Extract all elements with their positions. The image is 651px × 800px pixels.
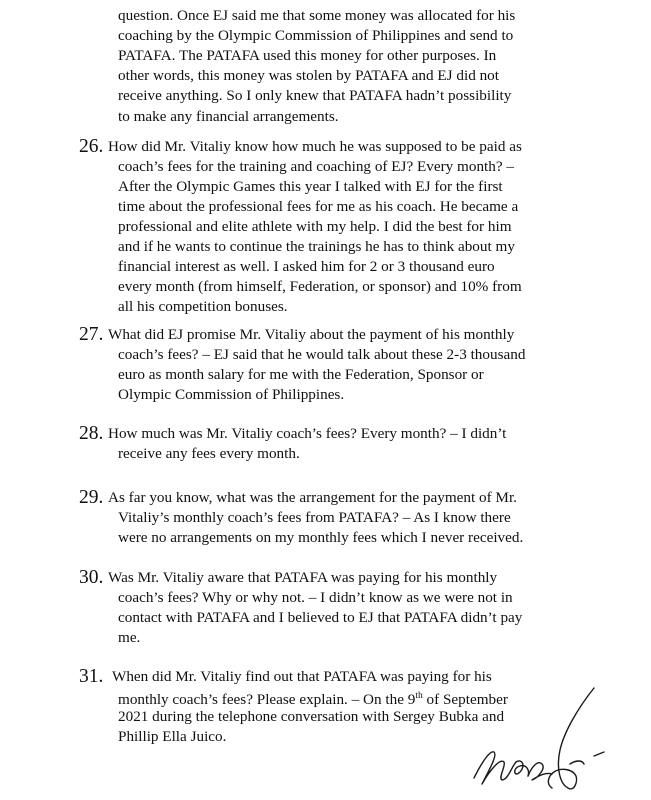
intro-line: PATAFA. The PATAFA used this money for other purposes. In — [118, 47, 497, 64]
ordinal-superscript: th — [415, 691, 423, 701]
item-line: Phillip Ella Juico. — [118, 728, 227, 745]
intro-line: to make any financial arrangements. — [118, 108, 339, 125]
item-number: 30. — [79, 567, 104, 588]
item-line: professional and elite athlete with my help. I did the best for him — [118, 218, 512, 235]
item-line: euro as month salary for me with the Federation, Sponsor or — [118, 366, 484, 383]
item-line: all his competition bonuses. — [118, 298, 288, 315]
item-line: coach’s fees? Why or why not. – I didn’t know as we were not in — [118, 589, 513, 606]
item-line: How did Mr. Vitaliy know how much he was supposed to be paid as — [108, 138, 522, 155]
item-line: When did Mr. Vitaliy find out that PATAFA was paying for his — [112, 668, 492, 685]
item-line: 2021 during the telephone conversation with Sergey Bubka and — [118, 708, 505, 725]
handwritten-signature — [468, 680, 608, 798]
item-line: every month (from himself, Federation, or sponsor) and 10% from — [118, 278, 522, 295]
intro-line: coaching by the Olympic Commission of Philippines and send to — [118, 27, 514, 44]
item-line: Vitaliy’s monthly coach’s fees from PATAFA? – As I know there — [118, 509, 511, 526]
item-line: After the Olympic Games this year I talked with EJ for the first — [118, 178, 503, 195]
intro-line: receive anything. So I only knew that PATAFA hadn’t possibility — [118, 87, 512, 104]
item-line: As far you know, what was the arrangement for the payment of Mr. — [108, 489, 517, 506]
item-line-text: monthly coach’s fees? Please explain. – On the 9 — [118, 691, 416, 708]
item-line: What did EJ promise Mr. Vitaliy about the payment of his monthly — [108, 326, 515, 343]
item-line: were no arrangements on my monthly fees which I never received. — [118, 529, 524, 546]
item-line-tail: of September — [422, 691, 508, 708]
item-line: financial interest as well. I asked him for 2 or 3 thousand euro — [118, 258, 495, 275]
item-line: coach’s fees for the training and coaching of EJ? Every month? – — [118, 158, 514, 175]
item-number: 29. — [79, 487, 104, 508]
item-number: 31. — [79, 666, 104, 687]
item-number: 27. — [79, 324, 104, 345]
item-line: contact with PATAFA and I believed to EJ that PATAFA didn’t pay — [118, 609, 523, 626]
item-line: and if he wants to continue the trainings he has to think about my — [118, 238, 515, 255]
item-line: Olympic Commission of Philippines. — [118, 386, 345, 403]
item-line: coach’s fees? – EJ said that he would talk about these 2-3 thousand — [118, 346, 526, 363]
item-number: 28. — [79, 423, 104, 444]
item-line: Was Mr. Vitaliy aware that PATAFA was paying for his monthly — [108, 569, 498, 586]
item-line: receive any fees every month. — [118, 445, 300, 462]
item-line — [118, 687, 508, 709]
item-line: How much was Mr. Vitaliy coach’s fees? Every month? – I didn’t — [108, 425, 507, 442]
item-number: 26. — [79, 136, 104, 157]
intro-line: other words, this money was stolen by PATAFA and EJ did not — [118, 67, 499, 84]
intro-line: question. Once EJ said me that some money was allocated for his — [118, 7, 516, 24]
item-line: time about the professional fees for me as his coach. He became a — [118, 198, 519, 215]
item-line: me. — [118, 629, 141, 646]
